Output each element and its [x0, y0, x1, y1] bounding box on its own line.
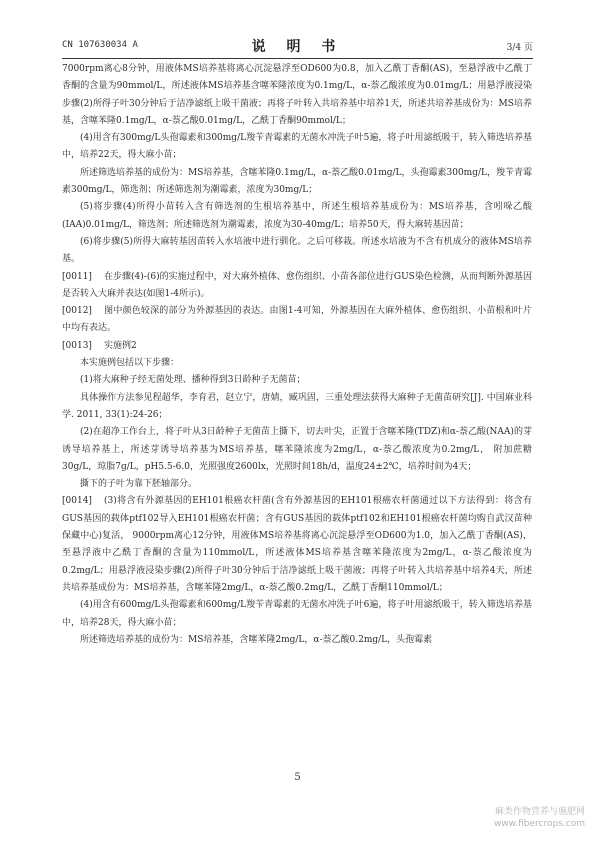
paragraph-number: [0011]: [62, 271, 92, 282]
paragraph-screening-medium-b: 所述筛选培养基的成份为：MS培养基，含噻苯隆2mg/L，α-萘乙酸0.2mg/L，头孢霉素: [80, 634, 433, 645]
paragraph-intro: 本实施例包括以下步骤：: [80, 358, 180, 369]
watermark-title: 麻类作物营养与施肥网: [494, 807, 585, 817]
paragraph-text: 图中颜色较深的部分为外源基因的表达。由图1-4可知，外源基因在大麻外植体、愈伤组织、小苗根和叶片中均有表达。: [62, 306, 532, 334]
paragraph-number: [0013]: [62, 340, 92, 351]
paragraph-step-4: (4)用含有300mg/L头孢霉素和300mg/L羧苄青霉素的无菌水冲洗子叶5遍，将子叶用滤纸吸干，转入筛选培养基中，培养22天，得大麻小苗；: [62, 133, 532, 161]
document-title: 说 明 书: [251, 39, 344, 55]
paragraph-screening-medium: 所述筛选培养基的成份为：MS培养基，含噻苯隆0.1mg/L，α-萘乙酸0.01mg/L，头孢霉素300mg/L，羧苄青霉素300mg/L，筛选剂；所述筛选剂为潮霉素，浓度为30mg/L；: [62, 167, 532, 196]
patent-number: CN 107630034 A: [62, 40, 138, 50]
page-reference: 3/4 页: [506, 43, 533, 53]
paragraph-step-6: (6)将步骤(5)所得大麻转基因苗转入水培液中进行驯化。之后可移栽。所述水培液为不含有机成分的液体MS培养基。: [62, 236, 532, 265]
paragraph-note: 撕下的子叶为靠下胚轴部分。: [80, 479, 198, 490]
document-body: [62, 61, 532, 649]
paragraph-text: 在步骤(4)-(6)的实施过程中，对大麻外植体、愈伤组织、小苗各部位进行GUS染色检测，从而判断外源基因是否转入大麻并表达(如图1-4所示)。: [62, 271, 532, 299]
header-rule: [62, 58, 533, 59]
paragraph-reference: 具体操作方法参见程超华，李育君，赵立宁，唐婧，臧巩固，三重处理法获得大麻种子无菌苗研究[J]. 中国麻业科学. 2011, 33(1):24-26；: [62, 392, 532, 420]
paragraph-text: (3)将含有外源基因的EH101根癌农杆菌(含有外源基因的EH101根癌农杆菌通过以下方法得到：将含有GUS基因的载体ptf102导入EH101根癌农杆菌；含有GUS基因的载体ptf102和EH101根癌农杆菌均购自武汉苗种保藏中心)复活， 9000rpm离心12分钟，用液体MS培养基将离心沉淀悬浮至OD600为1.0，加入乙酰丁香酮(AS)，至悬浮液中乙酰丁香酮的含量为110mmol/L，所述液体MS培养基含噻苯隆浓度为2mg/L，α-萘乙酸浓度为0.2mg/L；用悬浮液浸染步骤(2)所得子叶30分钟后于洁净滤纸上吸干菌液；再将子叶转入共培养基中培养4天，所述共培养基成份为：MS培养基，含噻苯隆2mg/L，α-萘乙酸0.2mg/L，乙酰丁香酮110mmol/L；: [62, 496, 532, 593]
paragraph-step-5: (5)将步骤(4)所得小苗转入含有筛选剂的生根培养基中，所述生根培养基成份为：MS培养基，含吲哚乙酸(IAA)0.01mg/L，筛选剂；所述筛选剂为潮霉素，浓度为30-40mg/L；培养50天，得大麻转基因苗；: [62, 202, 532, 230]
paragraph-0012: [62, 303, 532, 338]
paragraph-step-2: (2)在超净工作台上，将子叶从3日龄种子无菌苗上撕下，切去叶尖，正置于含噻苯隆(TDZ)和α-萘乙酸(NAA)的芽诱导培养基上，所述芽诱导培养基为MS培养基，噻苯隆浓度为2mg/L，α-萘乙酸浓度为0.2mg/L， 附加蔗糖30g/L，琼脂7g/L，pH5.5-6.0，光照强度2600lx，光照时间18h/d，温度24±2℃，培养时间为4天；: [62, 427, 532, 472]
section-heading: 实施例2: [104, 340, 137, 351]
page-header: [62, 36, 533, 56]
paragraph-step-4b: (4)用含有600mg/L头孢霉素和600mg/L羧苄青霉素的无菌水冲洗子叶6遍，将子叶用滤纸吸干，转入筛选培养基中，培养28天，得大麻小苗；: [62, 600, 532, 628]
watermark-url: www.fibercrops.com: [494, 819, 585, 829]
paragraph-0013: [62, 338, 532, 355]
page-number: 5: [294, 772, 301, 783]
paragraph-number: [0012]: [62, 306, 92, 317]
paragraph-number: [0014]: [62, 496, 92, 507]
paragraph-0014: [62, 493, 532, 597]
paragraph-0011: [62, 269, 532, 304]
watermark: [494, 806, 585, 830]
paragraph-continuation: 7000rpm离心8分钟，用液体MS培养基将离心沉淀悬浮至OD600为0.8，加入乙酰丁香酮(AS)，至悬浮液中乙酰丁香酮的含量为90mmol/L，所述液体MS培养基含噻苯隆浓度为0.1mg/L，α-萘乙酸浓度为0.01mg/L；用悬浮液浸染步骤(2)所得子叶30分钟后于洁净滤纸上吸干菌液；再将子叶转入共培养基中培养1天，所述共培养基成份为：MS培养基，含噻苯隆0.1mg/L，α-萘乙酸0.01mg/L，乙酰丁香酮90mmol/L；: [62, 64, 532, 126]
paragraph-step-1: (1)将大麻种子经无菌处理、播种得到3日龄种子无菌苗；: [80, 375, 306, 386]
